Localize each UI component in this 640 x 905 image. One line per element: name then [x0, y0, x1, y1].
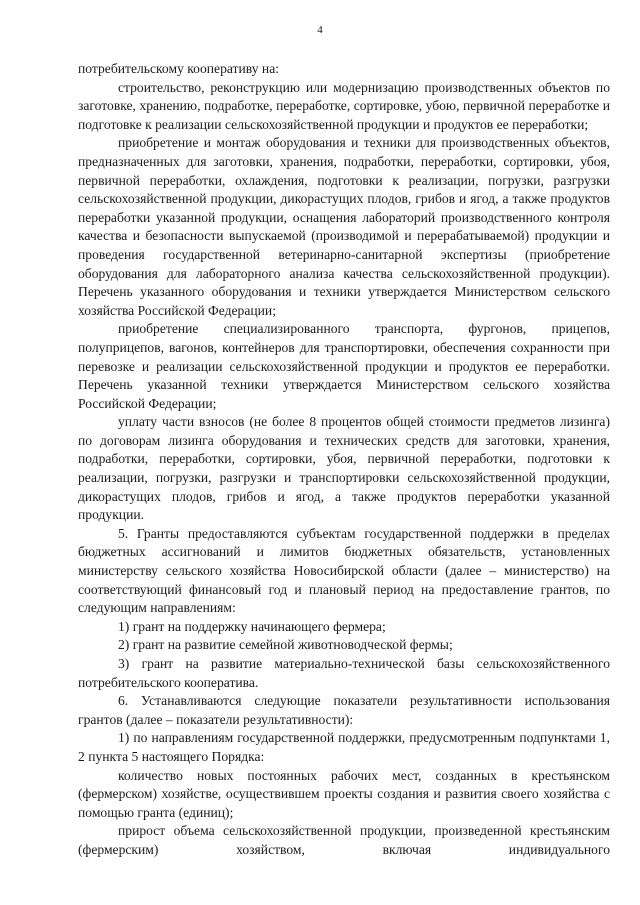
paragraph: 6. Устанавливаются следующие показатели результативности использования грантов (далее – показатели результативности):	[78, 693, 610, 727]
paragraph: строительство, реконструкцию или модернизацию производственных объектов по заготовке, хранению, подработке, переработке, сортировке, убою, первичной переработке и подготовке к реализации сельскохозяйственной продукции и продуктов ее переработки;	[78, 79, 610, 132]
paragraph: прирост объема сельскохозяйственной продукции, произведенной крестьянским (фермерским) хозяйством, включая индивидуального	[78, 823, 610, 857]
paragraph: потребительскому кооперативу на:	[78, 61, 280, 76]
page-number: 4	[317, 24, 323, 36]
paragraph: 5. Гранты предоставляются субъектам государственной поддержки в пределах бюджетных ассигнований и лимитов бюджетных обязательств, установленных министерству сельского хозяйства Новосибирской области (далее – министерство) на соответствующий финансовый год и плановый период на предоставление грантов, по следующим направлениям:	[78, 525, 610, 616]
paragraph: 1) по направлениям государственной поддержки, предусмотренным подпунктами 1, 2 пункта 5 настоящего Порядка:	[78, 730, 610, 764]
paragraph: 1) грант на поддержку начинающего фермера;	[118, 618, 386, 634]
paragraph: уплату части взносов (не более 8 процентов общей стоимости предметов лизинга) по договорам лизинга оборудования и технических средств для заготовки, хранения, подработки, переработки, сортировки, убоя, первичной переработки, подготовки к реализации, погрузки, разгрузки и транспортировки сельскохозяйственной продукции, дикорастущих плодов, грибов и ягод, а также продуктов переработки указанной продукции.	[78, 414, 610, 523]
paragraph: приобретение и монтаж оборудования и техники для производственных объектов, предназначенных для заготовки, хранения, подработки, переработки, сортировки, убоя, первичной переработки, охлаждения, подготовки к реализации, погрузки, разгрузки сельскохозяйственной продукции, дикорастущих плодов, грибов и ягод, а также продуктов переработки указанной продукции, оснащения лабораторий производственного контроля качества и безопасности выпускаемой (производимой и перерабатываемой) продукции и проведения государственной ветеринарно-санитарной экспертизы (приобретение оборудования для лабораторного анализа качества сельскохозяйственной продукции). Перечень указанного оборудования и техники утверждается Министерством сельского хозяйства Российской Федерации;	[78, 135, 610, 318]
paragraph: 2) грант на развитие семейной животноводческой фермы;	[118, 637, 453, 653]
document-body	[78, 60, 610, 860]
paragraph: 3) грант на развитие материально-технической базы сельскохозяйственного потребительского кооператива.	[78, 656, 610, 690]
paragraph: количество новых постоянных рабочих мест, созданных в крестьянском (фермерском) хозяйстве, осуществившем проекты создания и развития своего хозяйства с помощью гранта (единиц);	[78, 767, 610, 820]
paragraph: приобретение специализированного транспорта, фургонов, прицепов, полуприцепов, вагонов, контейнеров для транспортировки, обеспечения сохранности при перевозке и реализации сельскохозяйственной продукции и продуктов ее переработки. Перечень указанной техники утверждается Министерством сельского хозяйства Российской Федерации;	[78, 321, 610, 411]
